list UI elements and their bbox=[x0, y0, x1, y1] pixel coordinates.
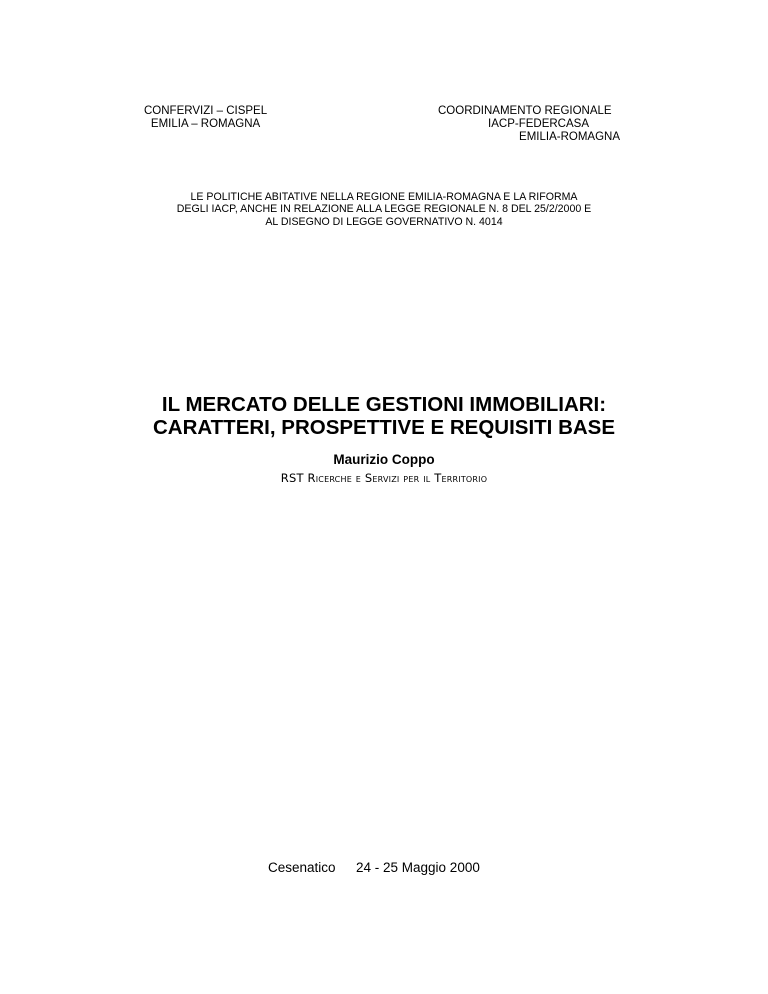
document-title bbox=[0, 393, 768, 439]
conference-subtitle bbox=[0, 191, 768, 228]
header-left-line-1: CONFERVIZI – CISPEL bbox=[144, 105, 268, 117]
author-affiliation: RST Ricerche e Servizi per il Territorio bbox=[280, 471, 488, 485]
subtitle-line-3: AL DISEGNO DI LEGGE GOVERNATIVO N. 4014 bbox=[265, 215, 503, 228]
header-left-organization bbox=[144, 105, 267, 131]
header-right-line-3: EMILIA-ROMAGNA bbox=[519, 131, 620, 143]
subtitle-line-1: LE POLITICHE ABITATIVE NELLA REGIONE EMILIA-ROMAGNA E LA RIFORMA bbox=[190, 191, 578, 203]
header-right-organization bbox=[420, 105, 620, 144]
event-date: 24 - 25 Maggio 2000 bbox=[356, 860, 480, 875]
header-right-line-2: IACP-FEDERCASA bbox=[488, 118, 589, 130]
title-line-1: IL MERCATO DELLE GESTIONI IMMOBILIARI: bbox=[161, 393, 607, 416]
event-place: Cesenatico bbox=[268, 860, 336, 875]
subtitle-line-2: DEGLI IACP, ANCHE IN RELAZIONE ALLA LEGGE REGIONALE N. 8 DEL 25/2/2000 E bbox=[176, 203, 592, 216]
header-right-line-1: COORDINAMENTO REGIONALE bbox=[438, 105, 612, 117]
title-line-2: CARATTERI, PROSPETTIVE E REQUISITI BASE bbox=[152, 416, 616, 439]
author-name: Maurizio Coppo bbox=[333, 452, 435, 467]
header-left-line-2: EMILIA – ROMAGNA bbox=[150, 118, 261, 130]
event-place-date bbox=[268, 860, 480, 876]
